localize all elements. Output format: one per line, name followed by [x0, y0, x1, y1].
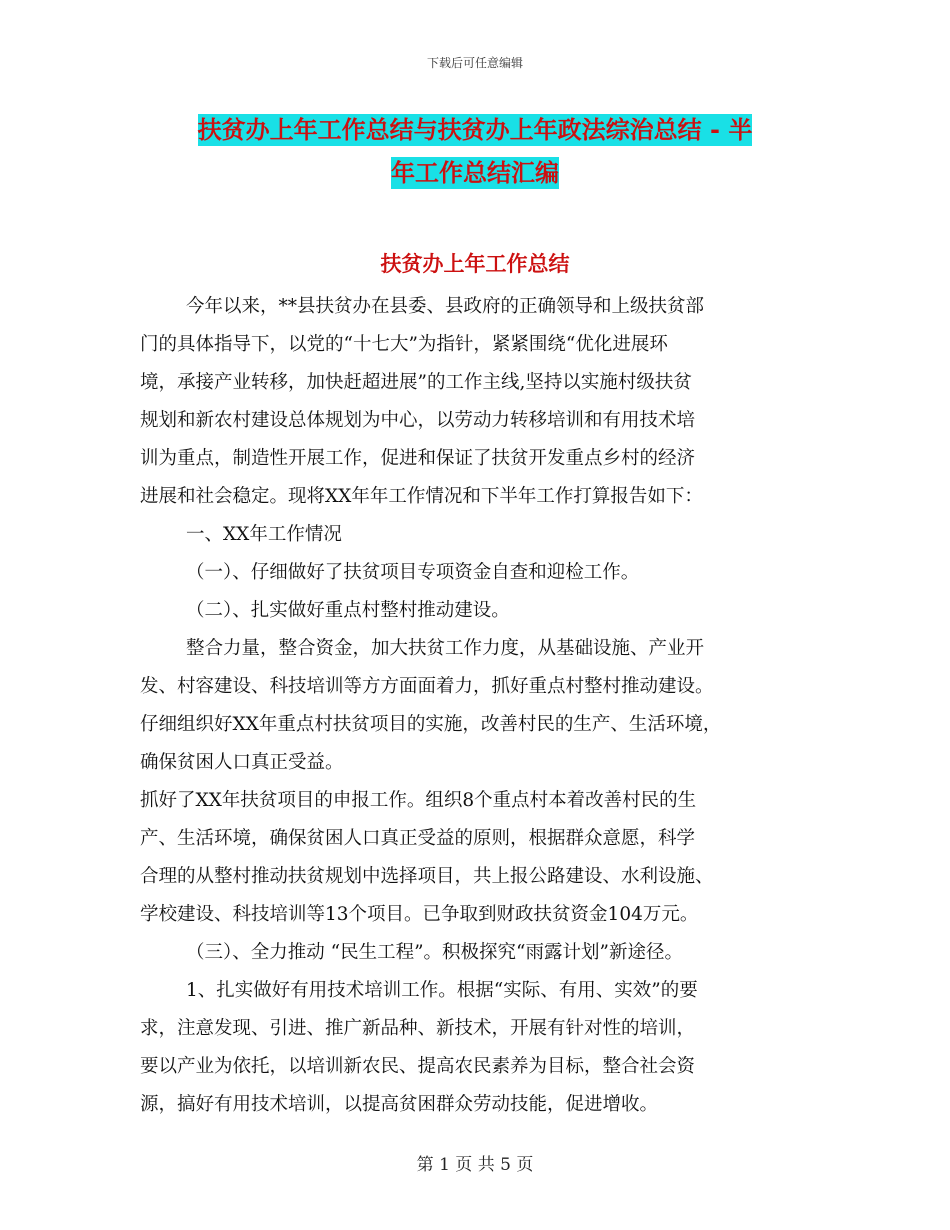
body-line: 门的具体指导下，以党的“十七大”为指针，紧紧围绕“优化进展环 — [140, 334, 668, 355]
body-line: 合理的从整村推动扶贫规划中选择项目，共上报公路建设、水利设施、 — [140, 866, 714, 887]
document-title-line-1 — [0, 113, 950, 147]
body-line: 今年以来，**县扶贫办在县委、县政府的正确领导和上级扶贫部 — [186, 296, 705, 317]
body-line: 发、村容建设、科技培训等方方面面着力，抓好重点村整村推动建设。 — [140, 676, 714, 697]
subsection-heading: （三）、全力推动 “民生工程”。积极探究“雨露计划”新途径。 — [186, 942, 683, 963]
body-line: 抓好了XX年扶贫项目的申报工作。组织8个重点村本着改善村民的生 — [140, 790, 697, 811]
title-highlight: 年工作总结汇编 — [391, 159, 559, 187]
body-line: 整合力量，整合资金，加大扶贫工作力度，从基础设施、产业开 — [186, 638, 705, 659]
body-line: 境，承接产业转移，加快赶超进展”的工作主线,坚持以实施村级扶贫 — [140, 372, 692, 393]
body-line: 要以产业为依托，以培训新农民、提高农民素养为目标，整合社会资 — [140, 1056, 696, 1077]
header-note: 下载后可任意编辑 — [426, 56, 523, 70]
body-line: 1、扎实做好有用技术培训工作。根据“实际、有用、实效”的要 — [186, 980, 698, 1001]
body-line: 源，搞好有用技术培训，以提高贫困群众劳动技能，促进增收。 — [140, 1094, 659, 1115]
subsection-heading: （二）、扎实做好重点村整村推动建设。 — [186, 600, 510, 621]
section-title: 扶贫办上年工作总结 — [380, 252, 570, 276]
body-line: 求，注意发现、引进、推广新品种、新技术，开展有针对性的培训， — [140, 1018, 696, 1039]
page-footer: 第 1 页 共 5 页 — [416, 1155, 534, 1175]
title-highlight: 扶贫办上年工作总结与扶贫办上年政法综治总结 - 半 — [197, 116, 753, 144]
body-line: 规划和新农村建设总体规划为中心，以劳动力转移培训和有用技术培 — [140, 410, 696, 431]
body-line: 确保贫困人口真正受益。 — [140, 752, 344, 773]
body-line: 训为重点，制造性开展工作，促进和保证了扶贫开发重点乡村的经济 — [140, 448, 696, 469]
section-heading: 一、XX年工作情况 — [186, 524, 342, 545]
subsection-heading: （一）、仔细做好了扶贫项目专项资金自查和迎检工作。 — [186, 562, 640, 583]
body-line: 进展和社会稳定。现将XX年年工作情况和下半年工作打算报告如下： — [140, 486, 703, 507]
document-title-line-2 — [0, 156, 950, 190]
body-line: 产、生活环境，确保贫困人口真正受益的原则，根据群众意愿，科学 — [140, 828, 696, 849]
body-line: 仔细组织好XX年重点村扶贫项目的实施，改善村民的生产、生活环境， — [140, 714, 722, 735]
body-line: 学校建设、科技培训等13个项目。已争取到财政扶贫资金104万元。 — [140, 904, 699, 925]
